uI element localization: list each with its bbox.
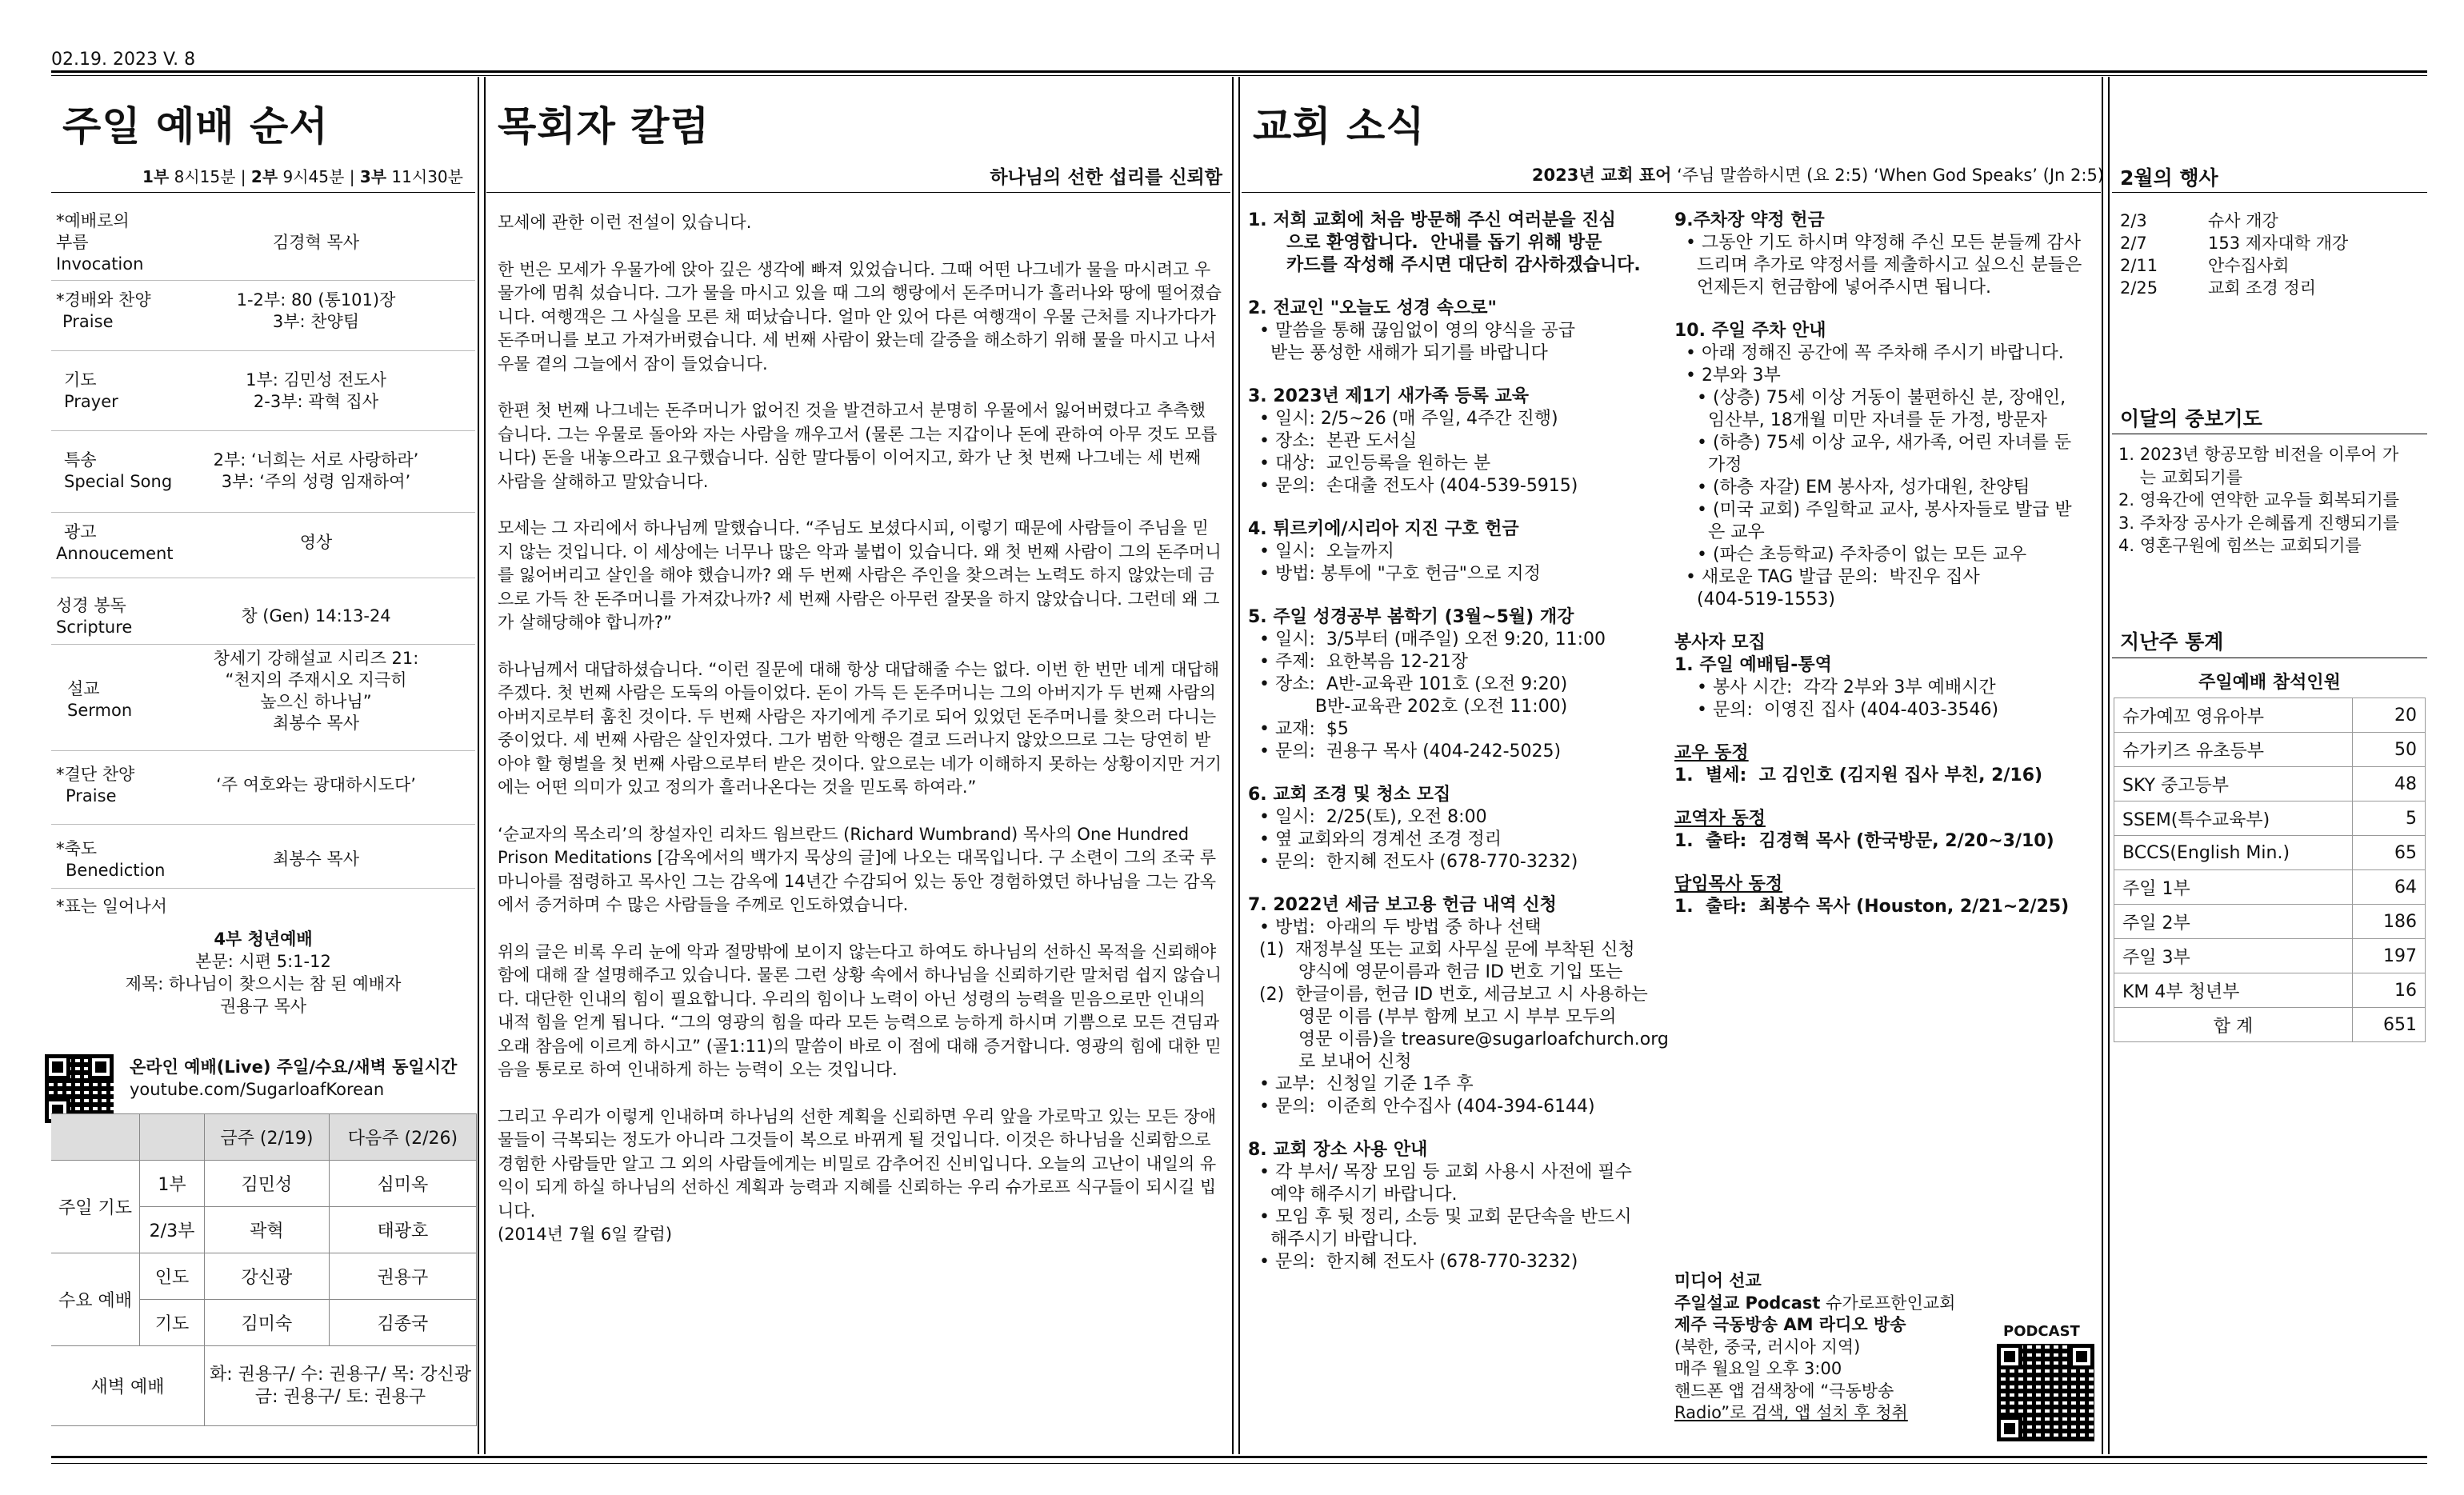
- news-item-line: • 문의: 이준희 안수집사 (404-394-6144): [1259, 1097, 1595, 1117]
- attendance-value: 65: [2353, 836, 2426, 870]
- news-item-line: • 각 부서/ 목장 모임 등 교회 사용시 사전에 필수: [1259, 1162, 1632, 1182]
- prayer-item: 4. 영혼구원에 힘쓰는 교회되기를: [2118, 536, 2362, 555]
- event-date: 2/25: [2120, 278, 2158, 298]
- prayer-list: [2118, 443, 2430, 558]
- news-item-line: • 일시: 오늘까지: [1259, 542, 1394, 562]
- prayer-item: 는 교회되기를: [2118, 467, 2243, 487]
- news-item: [1248, 606, 1672, 763]
- news-item-line: 언제든지 헌금함에 넣어주시면 됩니다.: [1686, 278, 1991, 298]
- news-item-line: • 일시: 2/5~26 (매 주일, 4주간 진행): [1259, 409, 1558, 429]
- event-row: [2120, 277, 2424, 299]
- news-item: [1674, 742, 2098, 787]
- attendance-total-value: 651: [2353, 1008, 2426, 1042]
- news-item-line: • 일시: 2/25(토), 오전 8:00: [1259, 807, 1487, 827]
- attendance-value: 48: [2353, 767, 2426, 801]
- podcast-qr-code[interactable]: [1997, 1344, 2094, 1441]
- divider-2: [1232, 77, 1240, 1454]
- column-paragraph: 위의 글은 비록 우리 눈에 악과 절망밖에 보이지 않는다고 하여도 하나님의 선하신 목적을 신뢰해야 함에 대해 잘 설명해주고 있습니다. 물론 그런 상황 속에서 하나님을 신뢰하기란 말처럼 쉽지 않습니다. 대단한 인내의 힘이 필요합니다. 우리의 힘이나 노력이 아닌 성령의 능력을 믿음으로만 인내의 내적 힘을 얻게 됩니다. “그의 영광의 힘을 따라 모든 능력으로 능하게 하시며 기쁨으로 모든 견딤과 오래 참음에 이르게 하시고” (골1:11)의 말씀이 바로 이 점에 대해 증거합니다. 영광의 힘에 대한 믿음을 통로로 하여 인내하게 하는 능력이 오는 것입니다.: [498, 941, 1222, 1079]
- column-subtitle: 하나님의 선한 섭리를 신뢰함: [990, 167, 1222, 188]
- event-name: 153 제자대학 개강: [2208, 234, 2349, 253]
- news-left-list: [1248, 210, 1672, 1294]
- top-rule: [51, 70, 2427, 73]
- news-item-heading: 봉사자 모집: [1674, 633, 1766, 653]
- news-item-line: • 방법: 봉투에 "구호 헌금"으로 지정: [1259, 564, 1541, 584]
- news-item-line: 으로 환영합니다. 안내를 돕기 위해 방문: [1286, 233, 1602, 253]
- news-item-heading: 1. 저희 교회에 처음 방문해 주신 여러분을 진심: [1248, 210, 1616, 230]
- event-date: 2/11: [2120, 256, 2158, 275]
- news-item-line: (404-519-1553): [1686, 590, 1835, 610]
- attendance-label: BCCS(English Min.): [2114, 836, 2353, 870]
- attendance-label: SSEM(특수교육부): [2114, 801, 2353, 836]
- news-item-line: 영문 이름 (부부 함께 보고 시 부부 모두의: [1259, 1007, 1617, 1027]
- online-worship: 온라인 예배(Live) 주일/수요/새벽 동일시간 youtube.com/SugarloafKorean: [130, 1057, 458, 1099]
- news-item-line: • 말씀을 통해 끊임없이 영의 양식을 공급: [1259, 321, 1575, 341]
- attendance-label: 주일 1부: [2114, 870, 2353, 905]
- news-item-line: • 아래 정해진 공간에 꼭 주차해 주시기 바랍니다.: [1686, 343, 2064, 363]
- attendance-label: SKY 중고등부: [2114, 767, 2353, 801]
- attendance-value: 197: [2353, 939, 2426, 973]
- news-item: [1248, 784, 1672, 873]
- news-right-list: [1674, 210, 2098, 939]
- news-title: 교회 소식: [1253, 103, 1426, 150]
- prayer-item: 3. 주차장 공사가 은혜롭게 진행되기를: [2118, 513, 2400, 533]
- attendance-row: [2114, 767, 2426, 801]
- attendance-value: 16: [2353, 973, 2426, 1008]
- attendance-row: [2114, 836, 2426, 870]
- attendance-row: [2114, 698, 2426, 733]
- news-item-line: • 장소: A반-교육관 101호 (오전 9:20): [1259, 674, 1568, 694]
- podcast-label: PODCAST: [2003, 1323, 2080, 1340]
- attendance-row: [2114, 870, 2426, 905]
- attendance-value: 64: [2353, 870, 2426, 905]
- news-item-line: • 장소: 본관 도서실: [1259, 431, 1418, 451]
- youtube-link[interactable]: youtube.com/SugarloafKorean: [130, 1080, 385, 1099]
- news-item-line: • 문의: 한지혜 전도사 (678-770-3232): [1259, 852, 1578, 872]
- news-item-line: • 문의: 한지혜 전도사 (678-770-3232): [1259, 1252, 1578, 1272]
- youth-service: 4부 청년예배 본문: 시편 5:1-12 제목: 하나님이 찾으시는 참 된 예배자 권용구 목사: [125, 929, 402, 1016]
- stats-title: 지난주 통계: [2120, 630, 2224, 654]
- news-item-line: 카드를 작성해 주시면 대단히 감사하겠습니다.: [1286, 255, 1641, 275]
- news-item-line: • 일시: 3/5부터 (매주일) 오전 9:20, 11:00: [1259, 630, 1606, 650]
- news-item-heading: 2. 전교인 "오늘도 성경 속으로": [1248, 298, 1497, 318]
- news-item-line: • 대상: 교인등록을 원하는 분: [1259, 454, 1491, 474]
- attendance-table: 주일예배 참석인원 슈가예꼬 영유아부 20 슈가키즈 유초등부 50 SKY 중고등부 48 SSEM(특수교육부) 5 BCCS(English Min.) 65 주일 1부 64 주일 2부 186 주일 3부 197 KM 4부 청년부 16 합 계 651: [2114, 664, 2426, 1042]
- bottom-rule-thin: [51, 1463, 2427, 1464]
- stand-note: *표는 일어나서: [56, 897, 167, 916]
- news-item-heading: 7. 2022년 세금 보고용 헌금 내역 신청: [1248, 895, 1557, 915]
- news-item-heading: 8. 교회 장소 사용 안내: [1248, 1140, 1428, 1160]
- news-item: [1248, 894, 1672, 1118]
- news-item-heading: 3. 2023년 제1기 새가족 등록 교육: [1248, 386, 1530, 406]
- prayer-duty-table: 금주 (2/19) 다음주 (2/26) 주일 기도 1부 김민성 심미옥 2/3부 곽혁 태광호 수요 예배 인도 강신광 권용구 기도 김미숙 김종국 새벽 예배 화: 권용구/ 수: 권용구/ 목: 강신광 금: 권용구/ 토: 권용구: [51, 1113, 477, 1426]
- news-item-line: • 문의: 권용구 목사 (404-242-5025): [1259, 742, 1562, 761]
- news-item-heading: 10. 주일 주차 안내: [1674, 321, 1826, 341]
- news-item-heading: 9.주차장 약정 헌금: [1674, 210, 1825, 230]
- divider-3: [2102, 77, 2110, 1454]
- column-paragraph: 그리고 우리가 이렇게 인내하며 하나님의 선한 계획을 신뢰하면 우리 앞을 가로막고 있는 모든 장애물들이 극복되는 정도가 아니라 그것들이 복으로 바뀌게 될 것입니다. 이것은 하나님을 신뢰함으로 경험한 사람들만 알고 그 외의 사람들에게는 비밀로 감추어진 신비입니다. 오늘의 고난이 내일의 유익이 되게 하실 하나님의 선하신 계획과 능력과 지혜를 신뢰하는 우리 슈가로프 식구들이 되시길 빕니다. (2014년 7월 6일 칼럼): [498, 1106, 1217, 1244]
- service-item-invocation: *예배로의 부름 Invocation 김경혁 목사: [56, 211, 360, 274]
- news-item-line: 영문 이름)을 treasure@sugarloafchurch.org: [1259, 1029, 1669, 1049]
- column-paragraph: ‘순교자의 목소리’의 창설자인 리차드 웜브란드 (Richard Wumbrand) 목사의 One Hundred Prison Meditations [감옥에서의 백가지 묵상의 글]에 나오는 대목입니다. 구 소련이 그의 조국 루마니아를 점령하고 목사인 그는 감옥에 14년간 수감되어 있는 동안 경험하였던 하나님을 그는 감옥에서 증거하며 수 많은 사람들을 주께로 인도하였습니다.: [498, 824, 1217, 914]
- event-row: [2120, 254, 2424, 277]
- news-item-heading: 담임목사 동정: [1674, 874, 1783, 894]
- news-item: [1248, 210, 1672, 277]
- news-item-line: • 봉사 시간: 각각 2부와 3부 예배시간: [1686, 678, 1996, 698]
- news-item-heading: 교역자 동정: [1674, 809, 1766, 829]
- news-item-line: 로 보내어 신청: [1259, 1052, 1412, 1072]
- news-item-line: • 옆 교회와의 경계선 조경 정리: [1259, 829, 1502, 849]
- news-item-line: • 문의: 손대출 전도사 (404-539-5915): [1259, 476, 1578, 496]
- attendance-row: [2114, 905, 2426, 939]
- news-item-line: 임산부, 18개월 미만 자녀를 둔 가정, 방문자: [1686, 410, 2047, 430]
- attendance-label: 슈가키즈 유초등부: [2114, 733, 2353, 767]
- news-item-line: • 그동안 기도 하시며 약정해 주신 모든 분들께 감사: [1686, 233, 2081, 253]
- attendance-value: 186: [2353, 905, 2426, 939]
- news-item: [1674, 320, 2098, 611]
- news-item: [1248, 298, 1672, 365]
- news-item-line: • (파슨 초등학교) 주차증이 없는 모든 교우: [1686, 545, 2027, 565]
- news-item-line: 1. 주일 예배팀-통역: [1674, 655, 1832, 675]
- news-item-line: • 새로운 TAG 발급 문의: 박진우 집사: [1686, 567, 1980, 587]
- media-mission: 미디어 선교 주일설교 Podcast 슈가로프한인교회 제주 극동방송 AM 라디오 방송 (북한, 중국, 러시아 지역) 매주 월요일 오후 3:00 핸드폰 앱 검색창에 “극동방송 Radio”로 검색, 앱 설치 후 청취: [1674, 1271, 1956, 1422]
- attendance-row: [2114, 801, 2426, 836]
- news-item-line: 양식에 영문이름과 헌금 ID 번호 기입 또는: [1259, 962, 1623, 982]
- news-item-heading: 6. 교회 조경 및 청소 모집: [1248, 785, 1451, 805]
- news-item-line: • 모임 후 뒷 정리, 소등 및 교회 문단속을 반드시: [1259, 1207, 1632, 1227]
- news-item: [1674, 632, 2098, 722]
- news-item: [1248, 518, 1672, 586]
- news-item-line: • (하층 자갈) EM 봉사자, 성가대원, 찬양팀: [1686, 478, 2030, 498]
- news-item-line: • 교부: 신청일 기준 1주 후: [1259, 1074, 1474, 1094]
- news-item-line: • 교재: $5: [1259, 719, 1349, 739]
- news-item-line: 1. 별세: 고 김인호 (김지원 집사 부친, 2/16): [1674, 765, 2043, 785]
- prayer-item: 2. 영육간에 연약한 교우들 회복되기를: [2118, 490, 2400, 510]
- news-item-line: 해주시기 바랍니다.: [1259, 1229, 1418, 1249]
- news-item-line: • (하층) 75세 이상 교우, 새가족, 어린 자녀를 둔: [1686, 433, 2072, 453]
- attendance-label: 슈가예꼬 영유아부: [2114, 698, 2353, 733]
- news-item-line: 1. 출타: 최봉수 목사 (Houston, 2/21~2/25): [1674, 897, 2070, 917]
- news-item-line: (1) 재정부실 또는 교회 사무실 문에 부착된 신청: [1259, 940, 1635, 960]
- news-item-line: 1. 출타: 김경혁 목사 (한국방문, 2/20~3/10): [1674, 831, 2054, 851]
- news-item-line: • 문의: 이영진 집사 (404-403-3546): [1686, 700, 1999, 720]
- top-rule-thin: [51, 75, 2427, 76]
- bottom-rule: [51, 1456, 2427, 1458]
- column-body: [498, 211, 1222, 1270]
- news-item-heading: 5. 주일 성경공부 봄학기 (3월~5월) 개강: [1248, 607, 1574, 627]
- news-item-line: 드리며 추가로 약정서를 제출하시고 싶으신 분들은: [1686, 255, 2082, 275]
- column-paragraph: 모세에 관한 이런 전설이 있습니다.: [498, 213, 752, 232]
- event-row: [2120, 210, 2424, 232]
- column-title: 목회자 칼럼: [498, 103, 710, 150]
- event-name: 슈사 개강: [2208, 211, 2278, 230]
- column-paragraph: 한편 첫 번째 나그네는 돈주머니가 없어진 것을 발견하고서 분명히 우물에서 잃어버렸다고 추측했습니다. 그는 우물로 돌아와 자는 사람을 깨우고서 (물론 그는 지갑이나 돈에 관하여 아무 것도 모릅니다) 돈을 내놓으라고 요구했습니다. 심한 말다툼이 이어지고, 화가 난 첫 번째 나그네는 세 번째 사람을 살해하고 말았습니다.: [498, 401, 1218, 491]
- event-name: 안수집사회: [2208, 256, 2290, 275]
- service-times: 1부 8시15분 | 2부 9시45분 | 3부 11시30분: [142, 167, 463, 186]
- attendance-total-row: [2114, 1008, 2426, 1042]
- attendance-label: KM 4부 청년부: [2114, 973, 2353, 1008]
- events-title: 2월의 행사: [2120, 166, 2218, 190]
- attendance-value: 50: [2353, 733, 2426, 767]
- news-item-line: 받는 풍성한 새해가 되기를 바랍니다: [1259, 343, 1548, 363]
- prayer-title: 이달의 중보기도: [2120, 407, 2262, 430]
- attendance-row: [2114, 973, 2426, 1008]
- attendance-row: [2114, 939, 2426, 973]
- news-item-heading: 교우 동정: [1674, 743, 1749, 763]
- date-version: 02.19. 2023 V. 8: [51, 50, 196, 70]
- church-motto: 2023년 교회 표어 ‘주님 말씀하시면 (요 2:5) ‘When God Speaks’ (Jn 2:5): [1531, 166, 2104, 185]
- news-item: [1248, 1139, 1672, 1273]
- events-list: [2120, 210, 2424, 299]
- news-item-line: 은 교우: [1686, 522, 1765, 542]
- column-paragraph: 한 번은 모세가 우물가에 앉아 깊은 생각에 빠져 있었습니다. 그때 어떤 나그네가 물을 마시려고 우물가에 멈춰 섰습니다. 그가 물을 마시고 있을 때 그의 행랑에서 돈주머니가 흘러나와 땅에 떨어졌습니다. 여행객은 그 사실을 모른 채 떠났습니다. 얼마 안 있어 다른 여행객이 우물 근처를 지나가다가 돈주머니를 보고 가져가버렸습니다. 세 번째 사람이 왔는데 갈증을 해소하기 위해 물을 마시고 나서 우물 곁의 그늘에서 잠이 들었습니다.: [498, 259, 1222, 374]
- news-item-line: • 방법: 아래의 두 방법 중 하나 선택: [1259, 917, 1542, 937]
- news-item: [1674, 808, 2098, 853]
- attendance-row: [2114, 733, 2426, 767]
- news-item-line: 예약 해주시기 바랍니다.: [1259, 1185, 1458, 1205]
- news-item-line: • 2부와 3부: [1686, 366, 1781, 386]
- attendance-value: 20: [2353, 698, 2426, 733]
- prayer-item: 1. 2023년 항공모함 비전을 이루어 가: [2118, 445, 2399, 464]
- column-paragraph: 모세는 그 자리에서 하나님께 말했습니다. “주님도 보셨다시피, 이렇기 때문에 사람들이 주님을 믿지 않는 것입니다. 이 세상에는 너무나 많은 악과 불법이 있습니다. 왜 첫 번째 사람이 그의 돈주머니를 잃어버리고 살인을 해야 했습니까? 왜 두 번째 사람은 주인을 찾으려는 노력도 하지 않았는데 금으로 가득 찬 돈주머니를 가져갔나까? 세 번째 사람은 아무런 잘못을 하지 않았습니다. 그런데 왜 그가 살해당해야 합니까?”: [498, 518, 1222, 632]
- attendance-label: 주일 2부: [2114, 905, 2353, 939]
- column-paragraph: 하나님께서 대답하셨습니다. “이런 질문에 대해 항상 대답해줄 수는 없다. 이번 한 번만 네게 대답해 주겠다. 첫 번째 사람은 도둑의 아들이었다. 돈이 가득 든 돈주머니는 그의 아버지가 두 번째 사람의 아버지로부터 훔친 것이다. 두 번째 사람은 자기에게 주기로 되어 있었던 돈주머니를 찾으러 다니는 중이었다. 세 번째 사람은 살인자였다. 그가 범한 악행은 결코 드러나지 않았으므로 그는 당연히 받아야 할 형벌을 첫 번째 사람으로부터 받은 것이다. 앞으로는 네가 이해하지 못하는 상황이지만 거기에는 어떤 의미가 있고 정의가 흘러나온다는 것을 믿도록 하여라.”: [498, 659, 1222, 797]
- worship-title: 주일 예배 순서: [62, 103, 329, 150]
- news-item: [1674, 873, 2098, 918]
- news-item-line: 가정: [1686, 455, 1742, 475]
- news-item: [1674, 210, 2098, 299]
- event-row: [2120, 232, 2424, 254]
- service-item-sermon: 설교 Sermon 창세기 강해설교 시리즈 21: “천지의 주재시오 지극히 높으신 하나님” 최봉수 목사: [67, 649, 419, 733]
- news-item-line: • (미국 교회) 주일학교 교사, 봉사자들로 발급 받: [1686, 500, 2072, 520]
- event-date: 2/3: [2120, 211, 2147, 230]
- attendance-value: 5: [2353, 801, 2426, 836]
- attendance-total-label: 합 계: [2114, 1008, 2353, 1042]
- event-date: 2/7: [2120, 234, 2147, 253]
- news-item-line: • (상층) 75세 이상 거동이 불편하신 분, 장애인,: [1686, 388, 2066, 408]
- news-item-line: B반-교육관 202호 (오전 11:00): [1259, 697, 1568, 717]
- news-item-line: (2) 한글이름, 헌금 ID 번호, 세금보고 시 사용하는: [1259, 985, 1648, 1005]
- news-item: [1248, 386, 1672, 498]
- news-item-line: • 주제: 요한복음 12-21장: [1259, 652, 1469, 672]
- event-name: 교회 조경 정리: [2208, 278, 2317, 298]
- news-item-heading: 4. 튀르키에/시리아 지진 구호 헌금: [1248, 519, 1519, 539]
- divider-1: [478, 77, 486, 1454]
- attendance-label: 주일 3부: [2114, 939, 2353, 973]
